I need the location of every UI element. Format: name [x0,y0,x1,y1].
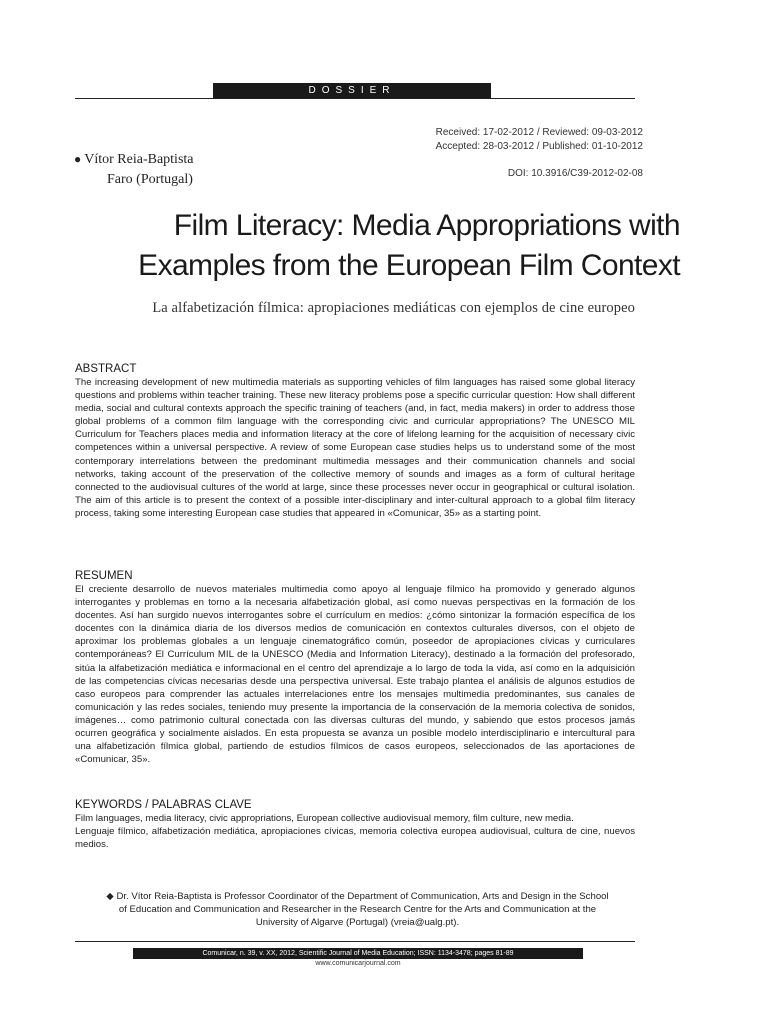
resumen-text: El creciente desarrollo de nuevos materiales multimedia como apoyo al lenguaje fílmico ha promovido y generado algunos interrogantes y problemas en torno a la necesaria alfabetización global, así como nuevas perspectivas en la formación de los docentes. Así han surgido nuevos interrogantes sobre el currículum en medios: ¿cómo sintonizar la formación específica de los docentes con la dinámica diaria de los diversos medios de comunicación en contextos culturales diversos, con el objeto de aproximar los problemas globales a un lenguaje cinematográfico común, poseedor de apropiaciones cívicas y curriculares contemporáneas? El Currículum MIL de la UNESCO (Media and Information Literacy), destinado a la formación del profesorado, sitúa la alfabetización mediática e informacional en el centro del aprendizaje a lo largo de toda la vida, así como en la adquisición de las competencias cívicas necesarias desde una perspectiva universal. Este trabajo plantea el análisis de algunos estudios de caso europeos para comprender las actuales interrelaciones entre los mensajes multimedia predominantes, sus canales de comunicación y las redes sociales, teniendo muy presente la importancia de la conservación de la memoria colectiva de sonidos, imágenes… como patrimonio cultural conectada con las diversas culturas del mundo, y sabiendo que estos procesos jamás ocurren geográfica y socialmente aislados. En esta propuesta se avanza un posible modelo interdisciplinario e intercultural para una alfabetización fílmica global, partiendo de estudios fílmicos de casos europeos, seleccionados de las aportaciones de «Comunicar, 35». [75,584,635,766]
abstract-text: The increasing development of new multimedia materials as supporting vehicles of film languages has raised some global literacy questions and problems within teacher training. These new literacy problems pose a specific curricular question: How shall different media, social and cultural contexts approach the specific training of teachers (and, in fact, media makers) in order to address those global problems of a common film language with the corresponding civic and curricular appropriations? The UNESCO MIL Curriculum for Teachers places media and information literacy at the core of lifelong learning for the acquisition of necessary civic competences within a universal perspective. A review of some European case studies helps us to understand some of the most contemporary interrelations between the predominant multimedia messages and their communication channels and social networks, taking account of the preservation of the collective memory of sounds and images as a form of cultural heritage connected to the audiovisual cultures of the world at large, since these processes never occur in geographical or cultural isolation. The aim of this article is to present the context of a possible inter-disciplinary and inter-cultural approach to a global film literacy process, taking some interesting European case studies that appeared in «Comunicar, 35» as a starting point. [75,377,635,519]
bottom-divider [75,941,635,942]
title-line-2: Examples from the European Film Context [138,249,680,282]
footnote-line-1: Dr. Vítor Reia-Baptista is Professor Coordinator of the Department of Communication, Arts and Design in the School [116,891,609,902]
resumen-section [75,569,635,766]
abstract-section [75,362,635,520]
keywords-spanish: Lenguaje fílmico, alfabetización mediática, apropiaciones cívicas, memoria colectiva europea audiovisual, cultura de cine, nuevos medios. [75,826,635,851]
dates-received: Received: 17-02-2012 / Reviewed: 09-03-2012 [435,127,643,138]
footer-citation: Comunicar, n. 39, v. XX, 2012, Scientific Journal of Media Education; ISSN: 1134-3478; pages 81-89 [133,948,583,959]
author-name: Vítor Reia-Baptista [84,152,194,167]
bullet-icon: ● [74,152,82,166]
footnote-line-2: of Education and Communication and Researcher in the Research Centre for the Arts and Communication at the [118,904,597,915]
author-affiliation: Faro (Portugal) [107,172,193,187]
author-footnote [80,890,635,929]
section-label: DOSSIER [213,83,491,98]
article-title [60,206,680,286]
publication-dates [436,126,643,154]
footer-url: www.comunicarjournal.com [315,960,401,967]
keywords-section [75,798,635,851]
doi: DOI: 10.3916/C39-2012-02-08 [507,168,643,179]
top-divider [75,98,635,99]
title-line-1: Film Literacy: Media Appropriations with [173,209,680,242]
article-subtitle: La alfabetización fílmica: apropiaciones mediáticas con ejemplos de cine europeo [152,300,635,316]
footnote-line-3: University of Algarve (Portugal) (vreia@ualg.pt). [255,917,460,928]
resumen-heading: RESUMEN [75,570,133,582]
keywords-heading: KEYWORDS / PALABRAS CLAVE [75,799,252,811]
dates-accepted: Accepted: 28-03-2012 / Published: 01-10-2012 [435,141,643,152]
author-block [74,149,194,190]
abstract-heading: ABSTRACT [75,363,137,375]
keywords-english: Film languages, media literacy, civic appropriations, European collective audiovisual memory, film culture, new media. [75,813,574,824]
diamond-icon: ◆ [106,891,114,902]
